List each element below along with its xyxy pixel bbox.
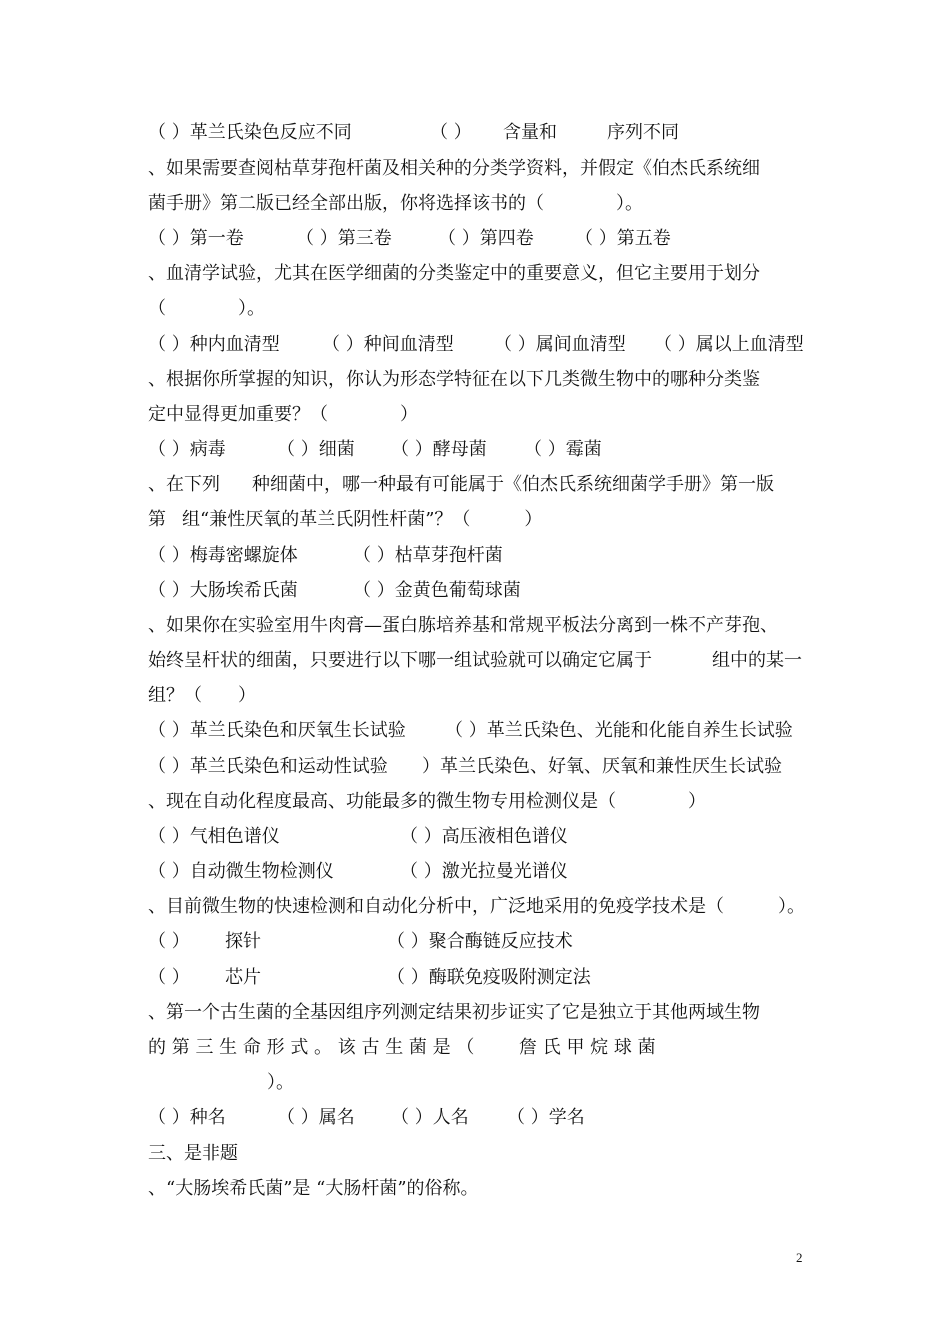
option-content-and: 含量和 <box>503 122 557 143</box>
question-archaea-stem-3: ）。 <box>267 1072 294 1093</box>
question-group-stem-1: 、在下列 种细菌中，哪一种最有可能属于《伯杰氏系统细菌学手册》第一版 <box>148 474 774 495</box>
option-scientific-name: （ ）学名 <box>507 1107 585 1128</box>
question-group-stem-2: 第 组“兼性厌氧的革兰氏阴性杆菌”？（ ） <box>148 509 543 530</box>
question-isolate-options-1 <box>0 717 793 745</box>
question-serology-stem-2: （ ）。 <box>148 298 265 319</box>
question-group-options-1 <box>0 542 503 570</box>
question-archaea-stem-2: 的 第 三 生 命 形 式 。 该 古 生 菌 是 （ 詹 氏 甲 烷 球 菌 <box>148 1037 656 1058</box>
option-treponema: （ ）梅毒密螺旋体 <box>148 545 298 566</box>
question-isolate-stem-2: 始终呈杆状的细菌，只要进行以下哪一组试验就可以确定它属于 组中的某一 <box>148 650 802 671</box>
question-isolate-options-2 <box>0 753 782 781</box>
question-manual-stem-1: 、如果需要查阅枯草芽孢杆菌及相关种的分类学资料，并假定《伯杰氏系统细 <box>148 158 760 179</box>
question-serology-stem-1: 、血清学试验，尤其在医学细菌的分类鉴定中的重要意义，但它主要用于划分 <box>148 263 760 284</box>
question-instrument-options-1 <box>0 823 568 851</box>
question-immuno-options-1 <box>0 928 573 956</box>
option-above-genus-serotype: （ ）属以上血清型 <box>654 334 804 355</box>
question-morphology-stem-2: 定中显得更加重要？（ ） <box>148 404 418 425</box>
page-number: 2 <box>796 1250 803 1265</box>
option-intraspecies-serotype: （ ）种内血清型 <box>148 334 280 355</box>
option-volume-4: （ ）第四卷 <box>438 228 534 249</box>
option-interspecies-serotype: （ ）种间血清型 <box>322 334 454 355</box>
option-volume-1: （ ）第一卷 <box>148 228 244 249</box>
option-gram-autotrophic: （ ）革兰氏染色、光能和化能自养生长试验 <box>445 720 793 741</box>
option-raman-spectrometer: （ ）激光拉曼光谱仪 <box>400 861 568 882</box>
question-instrument-options-2 <box>0 858 568 886</box>
question-isolate-stem-3: 组？（ ） <box>148 685 256 706</box>
option-gram-stain-difference: （ ）革兰氏染色反应不同 <box>148 122 352 143</box>
option-gram-oxygen: ）革兰氏染色、好氧、厌氧和兼性厌生长试验 <box>422 756 782 777</box>
question-immuno-stem: 、目前微生物的快速检测和自动化分析中，广泛地采用的免疫学技术是（ ）。 <box>148 896 805 917</box>
option-hplc: （ ）高压液相色谱仪 <box>400 826 568 847</box>
question-isolate-stem-1: 、如果你在实验室用牛肉膏—蛋白胨培养基和常规平板法分离到一株不产芽孢、 <box>148 615 778 636</box>
option-intergenus-serotype: （ ）属间血清型 <box>494 334 626 355</box>
option-yeast: （ ）酵母菌 <box>391 439 487 460</box>
option-mold: （ ）霉菌 <box>524 439 602 460</box>
option-staph-aureus: （ ）金黄色葡萄球菌 <box>353 580 521 601</box>
question-archaea-stem-1: 、第一个古生菌的全基因组序列测定结果初步证实了它是独立于其他两域生物 <box>148 1002 760 1023</box>
option-chip-bracket: （ ） <box>148 967 190 988</box>
question-group-options-2 <box>0 577 521 605</box>
option-volume-5: （ ）第五卷 <box>575 228 671 249</box>
question-serology-options <box>0 331 804 359</box>
option-gram-anaerobic: （ ）革兰氏染色和厌氧生长试验 <box>148 720 406 741</box>
option-probe-bracket: （ ） <box>148 931 190 952</box>
option-species-name: （ ）种名 <box>148 1107 226 1128</box>
option-bacillus-subtilis: （ ）枯草芽孢杆菌 <box>353 545 503 566</box>
option-volume-3: （ ）第三卷 <box>296 228 392 249</box>
option-auto-microbe-detector: （ ）自动微生物检测仪 <box>148 861 334 882</box>
option-e-coli: （ ）大肠埃希氏菌 <box>148 580 298 601</box>
option-person-name: （ ）人名 <box>391 1107 469 1128</box>
option-pcr: （ ）聚合酶链反应技术 <box>387 931 573 952</box>
section-true-false-title: 三、是非题 <box>148 1143 238 1164</box>
question-morphology-options <box>0 436 602 464</box>
option-gas-chromatograph: （ ）气相色谱仪 <box>148 826 280 847</box>
prev-question-options <box>0 119 679 147</box>
option-elisa: （ ）酶联免疫吸附测定法 <box>387 967 591 988</box>
option-genus-name: （ ）属名 <box>277 1107 355 1128</box>
option-blank: （ ） <box>430 122 472 143</box>
option-probe: 探针 <box>225 931 261 952</box>
question-manual-stem-2: 菌手册》第二版已经全部出版，你将选择该书的（ ）。 <box>148 193 643 214</box>
question-manual-options <box>0 225 671 253</box>
option-gram-motility: （ ）革兰氏染色和运动性试验 <box>148 756 388 777</box>
option-virus: （ ）病毒 <box>148 439 226 460</box>
question-morphology-stem-1: 、根据你所掌握的知识，你认为形态学特征在以下几类微生物中的哪种分类鉴 <box>148 369 760 390</box>
option-bacteria: （ ）细菌 <box>277 439 355 460</box>
option-sequence-different: 序列不同 <box>607 122 679 143</box>
question-instrument-stem: 、现在自动化程度最高、功能最多的微生物专用检测仪是（ ） <box>148 791 706 812</box>
true-false-question-1: 、“大肠埃希氏菌”是 “大肠杆菌”的俗称。 <box>148 1178 479 1199</box>
question-archaea-options <box>0 1104 585 1132</box>
option-chip: 芯片 <box>225 967 261 988</box>
question-immuno-options-2 <box>0 964 591 992</box>
